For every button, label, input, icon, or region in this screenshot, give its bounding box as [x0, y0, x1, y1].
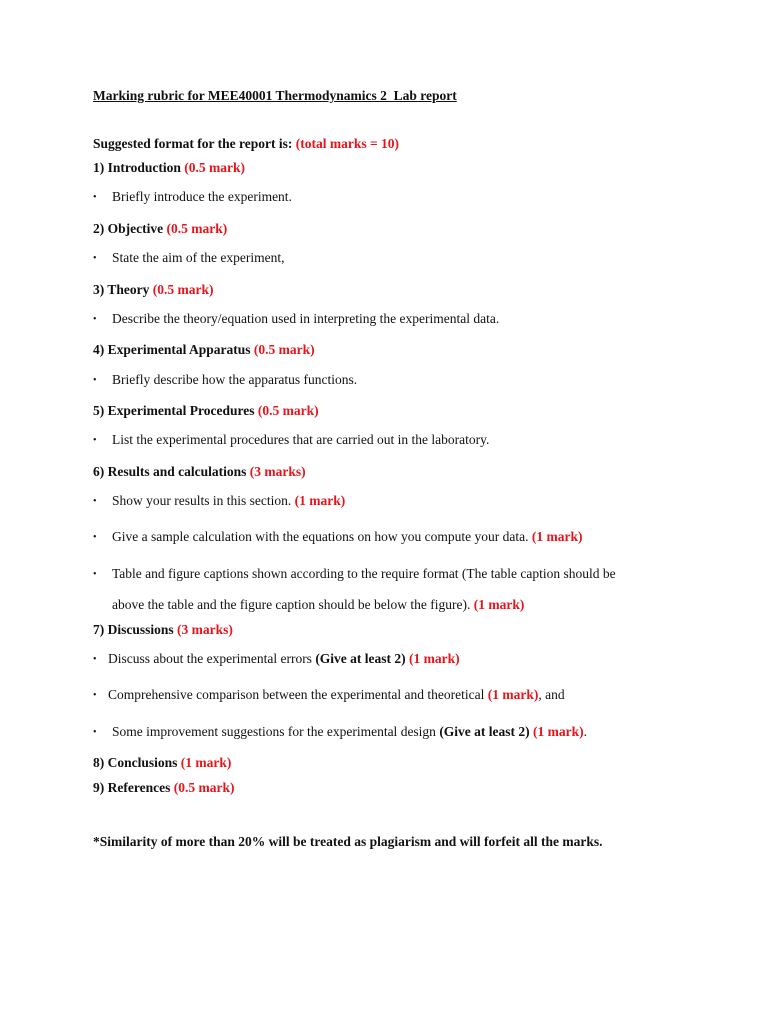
bullet-icon: •	[93, 375, 97, 386]
list-item: • Show your results in this section. (1 mark)	[93, 493, 346, 508]
format-line	[93, 136, 399, 152]
total-marks: (total marks = 10)	[295, 136, 400, 151]
format-label: Suggested format for the report is:	[93, 136, 296, 151]
list-item-continuation: above the table and the figure caption should be below the figure). (1 mark)	[112, 597, 525, 612]
section-heading-results: 6) Results and calculations (3 marks)	[93, 464, 306, 479]
list-item: • Give a sample calculation with the equations on how you compute your data. (1 mark)	[93, 529, 583, 544]
section-heading-introduction: 1) Introduction (0.5 mark)	[93, 160, 246, 175]
bullet-icon: •	[93, 569, 97, 580]
list-item: • Discuss about the experimental errors (Give at least 2) (1 mark)	[93, 651, 460, 666]
section-heading-objective: 2) Objective (0.5 mark)	[93, 221, 228, 236]
bullet-icon: •	[93, 654, 97, 665]
section-heading-conclusions: 8) Conclusions (1 mark)	[93, 755, 232, 770]
section-heading-procedures: 5) Experimental Procedures (0.5 mark)	[93, 403, 319, 418]
list-item: • List the experimental procedures that are carried out in the laboratory.	[93, 432, 490, 447]
bullet-icon: •	[93, 496, 97, 507]
bullet-icon: •	[93, 690, 97, 701]
list-item: • Briefly describe how the apparatus functions.	[93, 372, 358, 387]
bullet-icon: •	[93, 314, 97, 325]
list-item: • State the aim of the experiment,	[93, 250, 285, 265]
list-item: • Table and figure captions shown according to the require format (The table caption should be	[93, 566, 616, 581]
bullet-icon: •	[93, 435, 97, 446]
section-heading-references: 9) References (0.5 mark)	[93, 780, 235, 795]
list-item: • Comprehensive comparison between the experimental and theoretical (1 mark), and	[93, 687, 565, 702]
list-item: • Briefly introduce the experiment.	[93, 189, 292, 204]
section-heading-discussions: 7) Discussions (3 marks)	[93, 622, 233, 637]
bullet-icon: •	[93, 192, 97, 203]
section-heading-apparatus: 4) Experimental Apparatus (0.5 mark)	[93, 342, 315, 357]
bullet-icon: •	[93, 253, 97, 264]
section-heading-theory: 3) Theory (0.5 mark)	[93, 282, 214, 297]
page-title: Marking rubric for MEE40001 Thermodynamics 2_Lab report	[93, 88, 457, 103]
bullet-icon: •	[93, 727, 97, 738]
list-item: • Some improvement suggestions for the experimental design (Give at least 2) (1 mark).	[93, 724, 588, 739]
plagiarism-note: *Similarity of more than 20% will be treated as plagiarism and will forfeit all the marks.	[93, 834, 603, 849]
list-item: • Describe the theory/equation used in interpreting the experimental data.	[93, 311, 500, 326]
bullet-icon: •	[93, 532, 97, 543]
